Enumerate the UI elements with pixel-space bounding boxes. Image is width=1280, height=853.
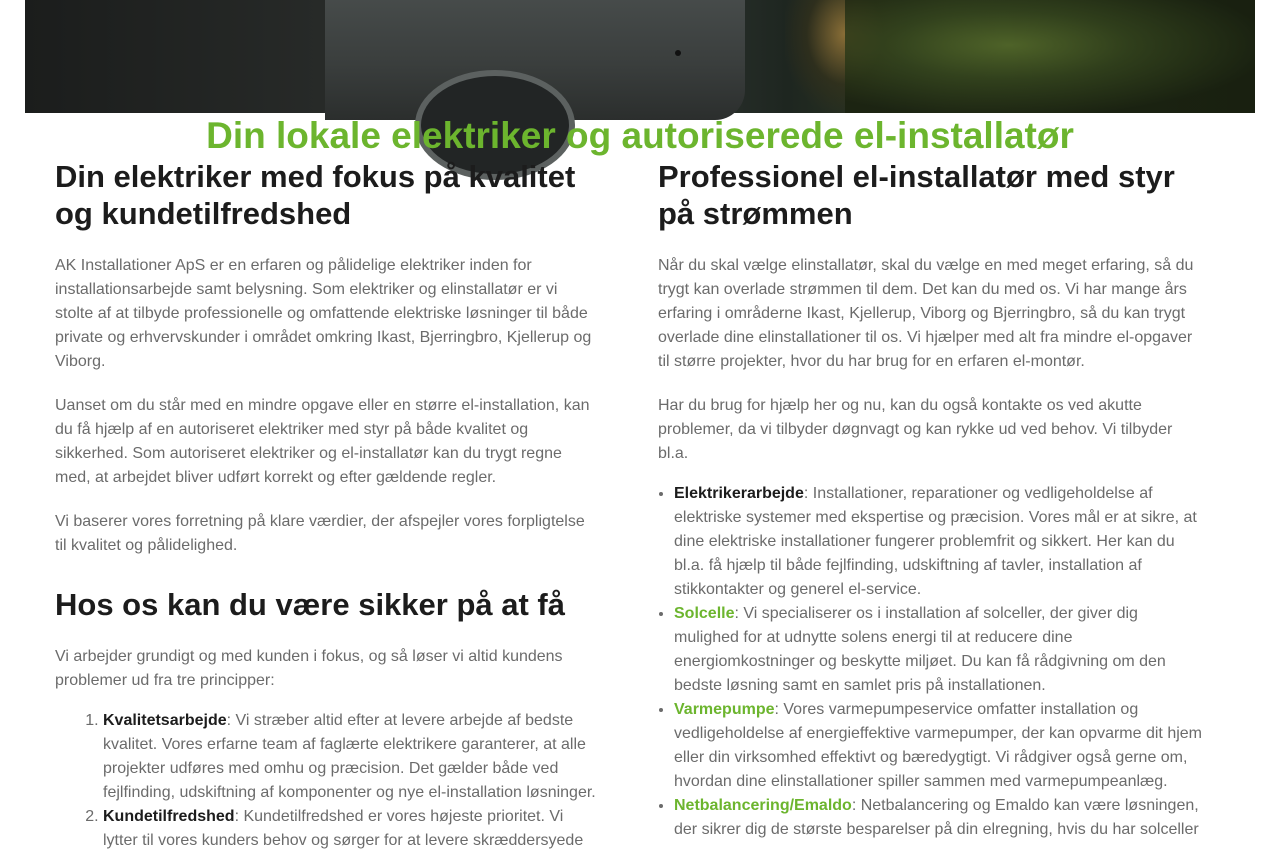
right-paragraph-1: Når du skal vælge elinstallatør, skal du vælge en med meget erfaring, så du trygt kan overlade strømmen til dem. Det kan du med os. Vi har mange års erfaring i områderne Ikast, Kjellerup, Viborg og Bjerringbro, så du kan trygt overlade dine elinstallationer til os. Vi hjælper med alt fra mindre el-opgaver til større projekter, hvor du har brug for en erfaren el-montør. bbox=[658, 257, 1194, 370]
list-item bbox=[103, 805, 600, 853]
principle-text: : Kundetilfredshed er vores højeste prioritet. Vi lytter til vores kunders behov og sørger for at levere skræddersyede bbox=[103, 808, 584, 849]
hero-foliage bbox=[845, 0, 1255, 113]
principle-text: : Vi stræber altid efter at levere arbejde af bedste kvalitet. Vores erfarne team af faglærte elektrikere garanterer, at alle projekter udføres med omhu og præcision. Det gælder både ved fejlfinding, udskiftning af komponenter og nye el-installation løsninger. bbox=[103, 712, 596, 801]
service-text: : Vi specialiserer os i installation af solceller, der giver dig mulighed for at udnytte solens energi til at reducere dine energiomkostninger og beskytte miljøet. Du kan få rådgivning om den bedste løsning samt en samlet pris på installationen. bbox=[674, 605, 1166, 694]
page-title: Din lokale elektriker og autoriserede el-installatør bbox=[206, 115, 1074, 156]
service-link-netbalancering[interactable]: Netbalancering/Emaldo bbox=[674, 797, 852, 814]
left-paragraph-4: Vi arbejder grundigt og med kunden i fokus, og så løser vi altid kundens problemer ud fra tre principper: bbox=[55, 648, 563, 689]
list-item bbox=[674, 698, 1203, 794]
list-item bbox=[103, 709, 600, 805]
list-item bbox=[674, 602, 1203, 698]
left-column bbox=[55, 158, 600, 853]
left-paragraph-2: Uanset om du står med en mindre opgave eller en større el-installation, kan du få hjælp af en autoriseret elektriker med styr på både kvalitet og sikkerhed. Som autoriseret elektriker og el-installatør kan du trygt regne med, at arbejdet bliver udført korrekt og efter gældende regler. bbox=[55, 397, 590, 486]
service-text: : Vores varmepumpeservice omfatter installation og vedligeholdelse af energieffektive varmepumper, der kan opvarme dit hjem eller din virksomhed effektivt og bæredygtigt. Vi rådgiver også gerne om, hvordan dine elinstallationer spiller sammen med varmepumpeanlæg. bbox=[674, 701, 1202, 790]
service-term: Elektrikerarbejde bbox=[674, 485, 804, 502]
right-paragraph-2: Har du brug for hjælp her og nu, kan du også kontakte os ved akutte problemer, da vi tilbyder døgnvagt og kan rykke ud ved behov. Vi tilbyder bl.a. bbox=[658, 397, 1173, 462]
service-text: : Installationer, reparationer og vedligeholdelse af elektriske systemer med ekspertise og præcision. Vores mål er at sikre, at dine elektriske installationer fungerer problemfrit og sikkert. Her kan du bl.a. få hjælp til både fejlfinding, udskiftning af tavler, installation af stikkontakter og generel el-service. bbox=[674, 485, 1197, 598]
list-item bbox=[674, 482, 1203, 602]
service-link-varmepumpe[interactable]: Varmepumpe bbox=[674, 701, 775, 718]
hero-dot bbox=[675, 50, 681, 56]
right-column bbox=[658, 158, 1203, 842]
list-item bbox=[674, 794, 1203, 842]
principle-term: Kvalitetsarbejde bbox=[103, 712, 227, 729]
principle-term: Kundetilfredshed bbox=[103, 808, 235, 825]
service-text: : Netbalancering og Emaldo kan være løsningen, der sikrer dig de største besparelser på din elregning, hvis du har solceller bbox=[674, 797, 1199, 838]
services-list bbox=[658, 482, 1203, 842]
left-paragraph-1: AK Installationer ApS er en erfaren og pålidelige elektriker inden for installationsarbejde samt belysning. Som elektriker og elinstallatør er vi stolte af at tilbyde professionelle og omfattende elektriske løsninger til både private og erhvervskunder i området omkring Ikast, Bjerringbro, Kjellerup og Viborg. bbox=[55, 257, 592, 370]
hero-image bbox=[25, 0, 1255, 113]
service-link-solcelle[interactable]: Solcelle bbox=[674, 605, 735, 622]
left-paragraph-3: Vi baserer vores forretning på klare værdier, der afspejler vores forpligtelse til kvalitet og pålidelighed. bbox=[55, 513, 585, 554]
left-heading-quality: Din elektriker med fokus på kvalitet og kundetilfredshed bbox=[55, 159, 576, 231]
right-heading-installer: Professionel el-installatør med styr på strømmen bbox=[658, 159, 1175, 231]
principles-list bbox=[55, 709, 600, 853]
left-heading-assurance: Hos os kan du være sikker på at få bbox=[55, 587, 565, 622]
